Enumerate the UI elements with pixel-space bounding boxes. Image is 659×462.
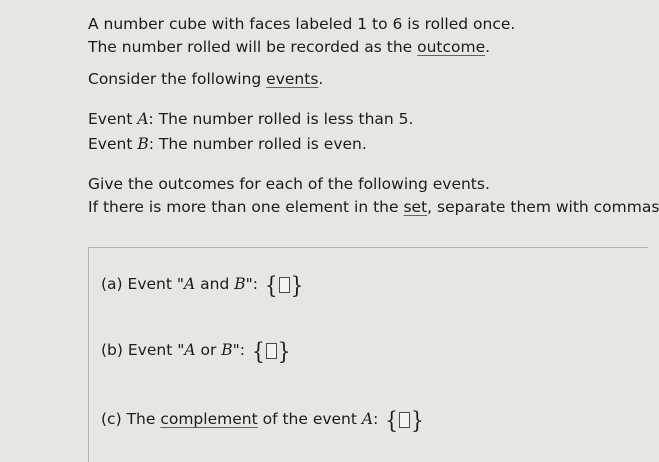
- set-link[interactable]: set: [403, 198, 428, 216]
- answer-c-input-box[interactable]: [399, 412, 410, 428]
- answer-a-set-input[interactable]: [264, 270, 304, 299]
- intro-line-3: Consider the following events.: [88, 70, 324, 88]
- instruction-line-2: If there is more than one element in the set, separate them with commas: [88, 198, 659, 216]
- close-brace: }: [277, 336, 291, 365]
- question-a: (a) Event "A and B": { }: [101, 270, 304, 299]
- open-brace: {: [385, 405, 398, 434]
- question-a-label: (a): [101, 275, 123, 293]
- close-brace: }: [411, 405, 424, 434]
- instruction-line-1: Give the outcomes for each of the following events.: [88, 175, 490, 193]
- question-b-label: (b): [101, 341, 123, 359]
- event-b-definition: Event B: The number rolled is even.: [88, 135, 367, 153]
- question-b: (b) Event "A or B": { }: [101, 336, 291, 365]
- question-c-label: (c): [101, 410, 122, 428]
- complement-link[interactable]: complement: [160, 410, 258, 428]
- intro-line-2: The number rolled will be recorded as the outcome.: [88, 38, 491, 56]
- close-brace: }: [290, 270, 304, 299]
- open-brace: {: [264, 270, 278, 299]
- event-a-definition: Event A: The number rolled is less than 5.: [88, 110, 414, 128]
- question-c: (c) The complement of the event A: { }: [101, 405, 424, 434]
- answer-c-set-input[interactable]: [385, 405, 424, 434]
- open-brace: {: [251, 336, 265, 365]
- events-link[interactable]: events: [266, 70, 319, 88]
- answer-b-set-input[interactable]: [251, 336, 291, 365]
- outcome-link[interactable]: outcome: [417, 38, 486, 56]
- answer-b-input-box[interactable]: [266, 343, 277, 359]
- intro-line-1: A number cube with faces labeled 1 to 6 is rolled once.: [88, 15, 516, 33]
- answer-a-input-box[interactable]: [279, 277, 290, 293]
